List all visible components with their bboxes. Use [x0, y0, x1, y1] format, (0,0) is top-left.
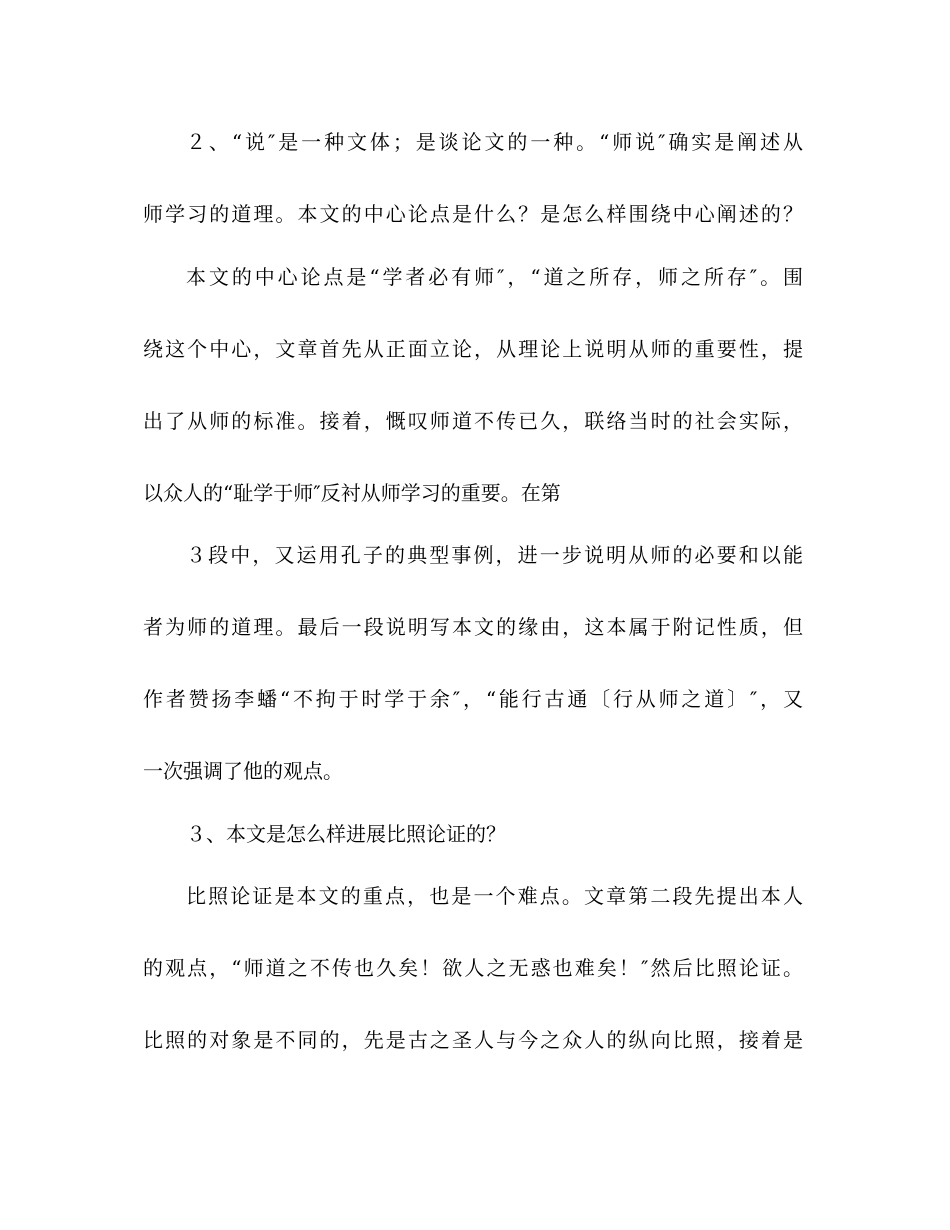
paragraph-line: 绕这个中心，文章首先从正面立论，从理论上说明从师的重要性，提 — [143, 337, 803, 361]
paragraph-line: 者为师的道理。最后一段说明写本文的缘由，这本属于附记性质，但 — [143, 615, 803, 639]
paragraph-line: 本文的中心论点是“学者必有师″，“道之所存，师之所存″。围 — [186, 265, 803, 289]
paragraph-line: ３段中，又运用孔子的典型事例，进一步说明从师的必要和以能 — [186, 543, 803, 567]
paragraph-line: 作者赞扬李蟠“不拘于时学于余″，“能行古通〔行从师之道〕″，又 — [143, 687, 803, 711]
paragraph-line: 的观点，“师道之不传也久矣！欲人之无惑也难矣！″然后比照论证。 — [143, 956, 803, 980]
paragraph-line: 比照的对象是不同的，先是古之圣人与今之众人的纵向比照，接着是 — [143, 1028, 803, 1052]
paragraph-line: 师学习的道理。本文的中心论点是什么？是怎么样围绕中心阐述的？ — [143, 202, 803, 226]
paragraph-line: ２、“说″是一种文体；是谈论文的一种。“师说″确实是阐述从 — [186, 130, 803, 154]
paragraph-line: 一次强调了他的观点。 — [143, 759, 343, 783]
paragraph-line: 比照论证是本文的重点，也是一个难点。文章第二段先提出本人 — [186, 884, 803, 908]
paragraph-line: 以众人的“耻学于师″反衬从师学习的重要。在第 — [143, 481, 561, 505]
section-heading: ３、本文是怎么样进展比照论证的？ — [186, 822, 506, 846]
paragraph-line: 出了从师的标准。接着，慨叹师道不传已久，联络当时的社会实际， — [143, 409, 803, 433]
